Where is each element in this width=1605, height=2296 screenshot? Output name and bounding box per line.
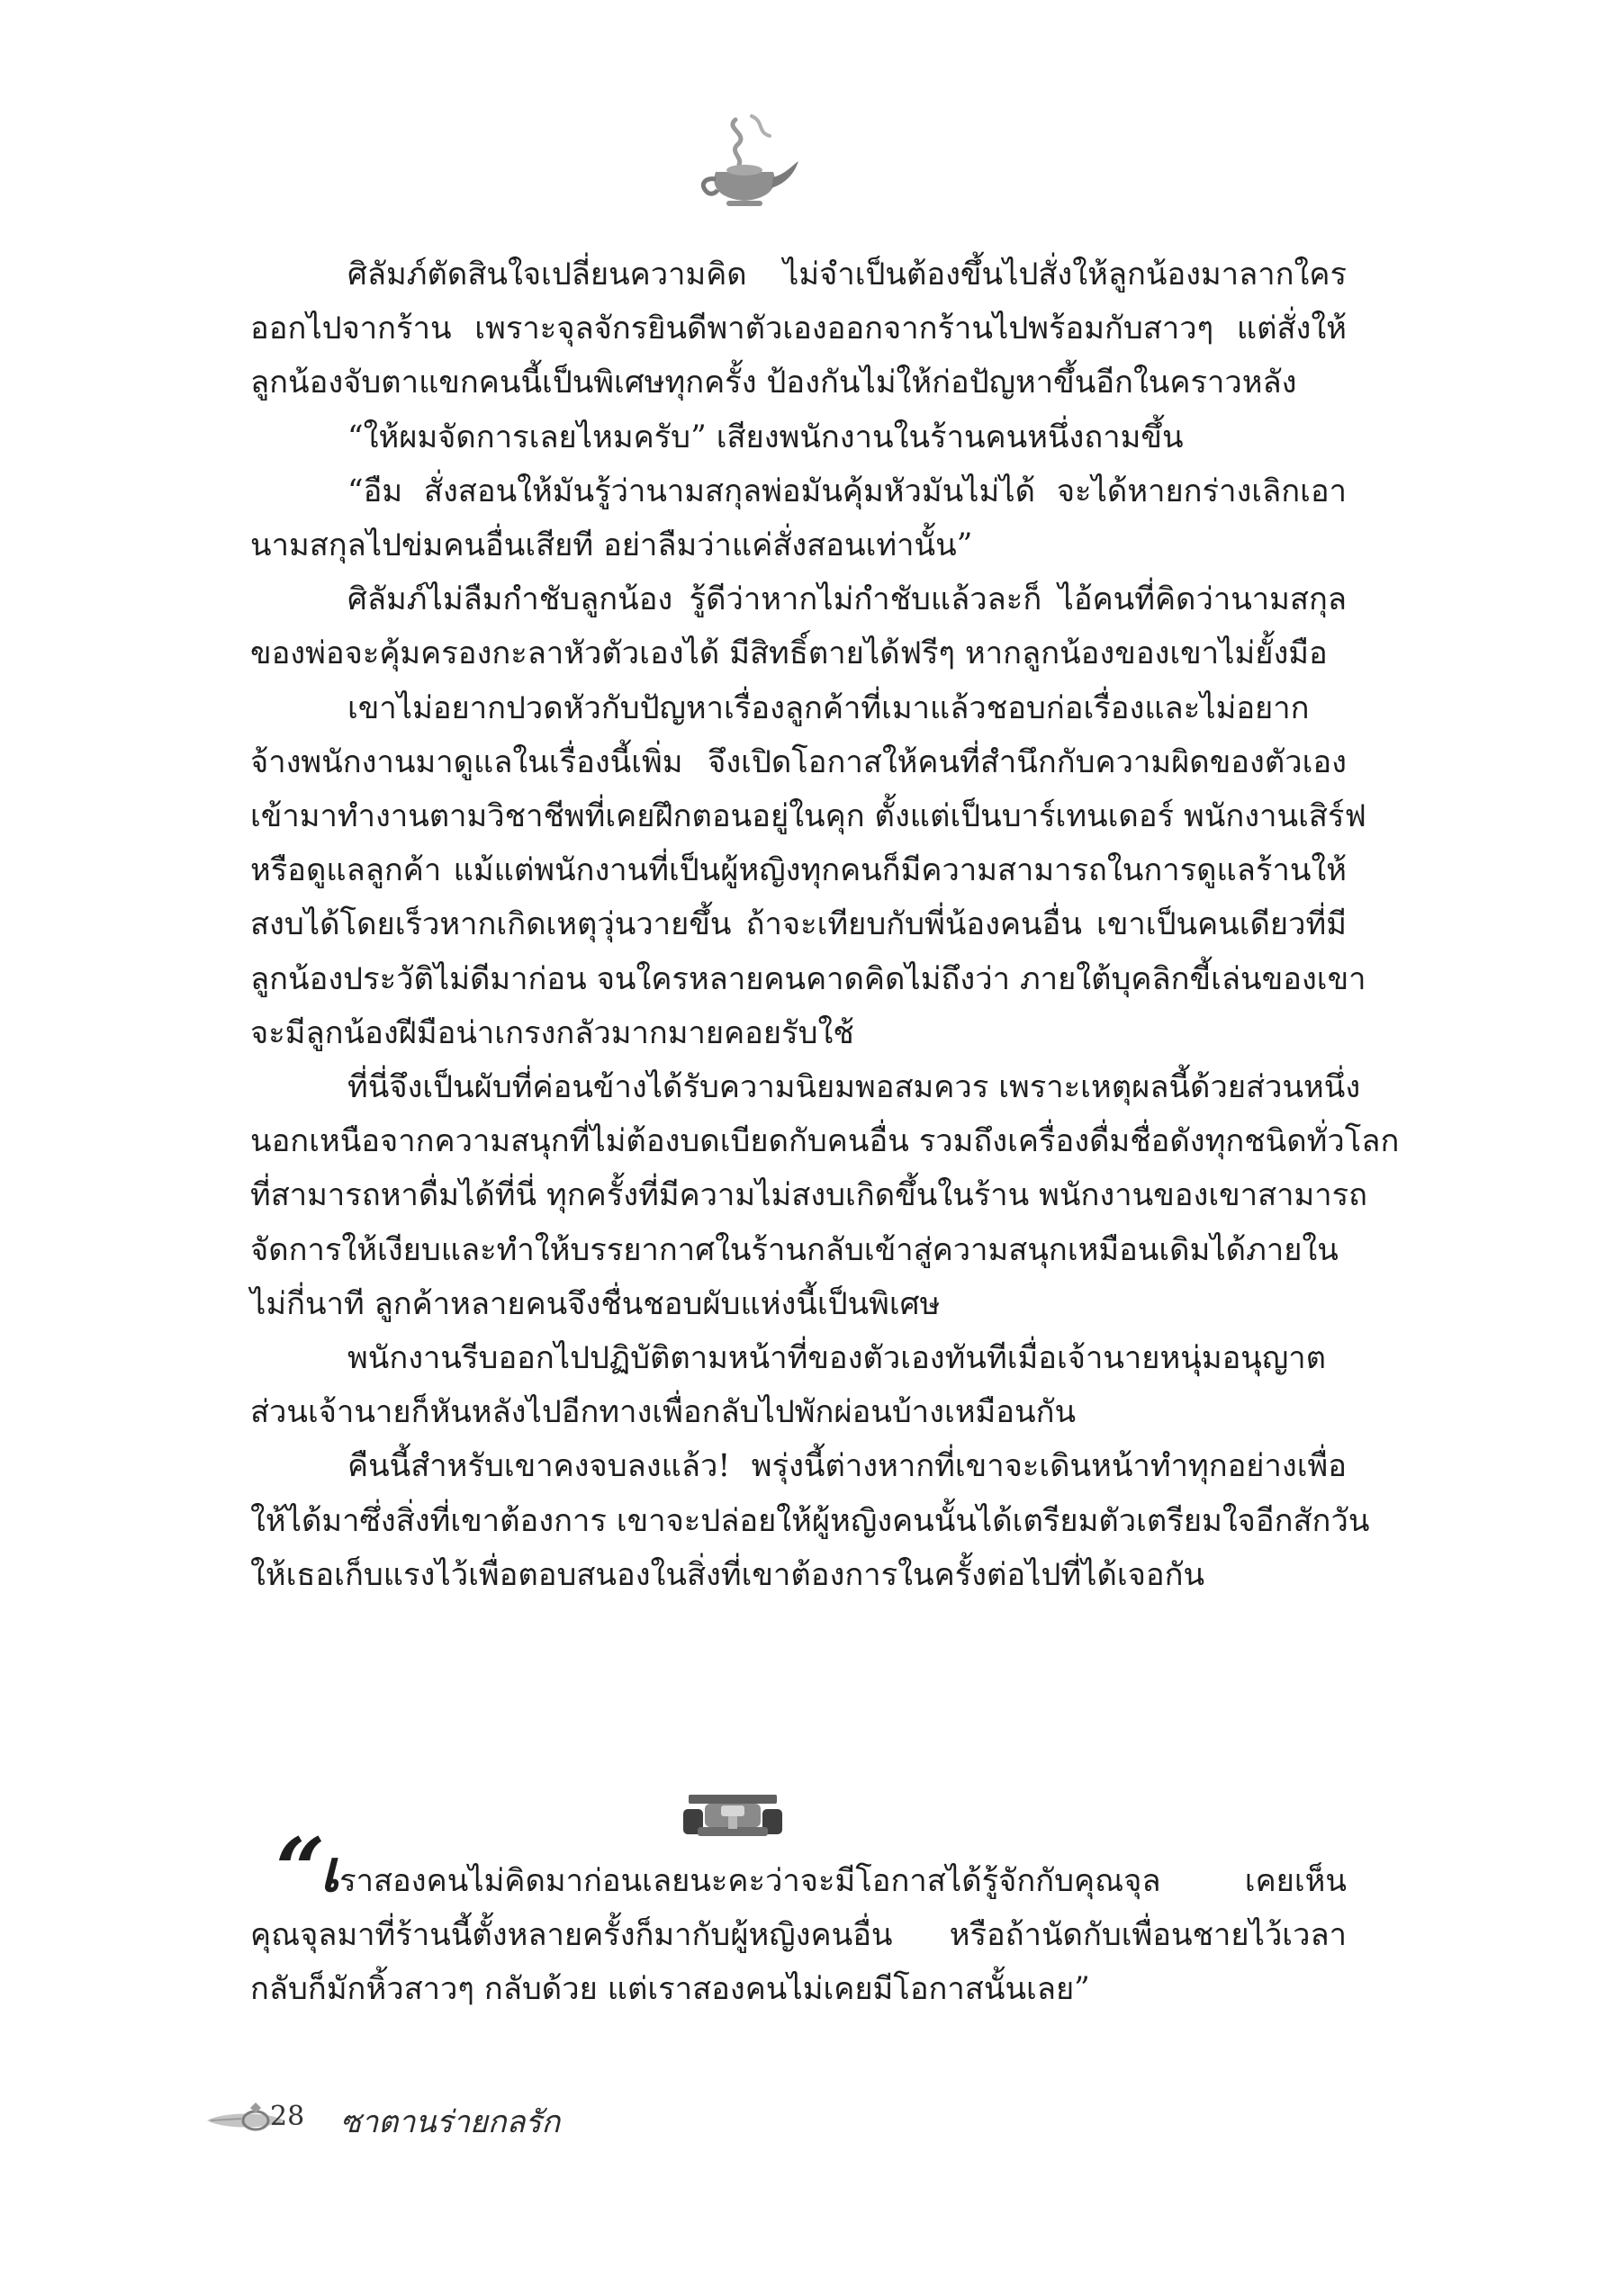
- genie-lamp-icon: [680, 113, 806, 212]
- paragraph: [250, 464, 1347, 572]
- text-line: พนักงานรีบออกไปปฏิบัติตามหน้าที่ของตัวเองทันทีเมื่อเจ้านายหนุ่มอนุญาต: [347, 1340, 1327, 1377]
- text-line: คืนนี้สำหรับเขาคงจบลงแล้ว! พรุ่งนี้ต่างหากที่เขาจะเดินหน้าทำทุกอย่างเพื่อ: [347, 1448, 1347, 1485]
- page-number: 28: [270, 2101, 305, 2132]
- drop-letter: เ: [320, 1838, 340, 1905]
- paragraph: [250, 572, 1347, 680]
- quote-mark: “: [275, 1819, 320, 1921]
- text-line: ส่วนเจ้านายก็หันหลังไปอีกทางเพื่อกลับไปพักผ่อนบ้างเหมือนกัน: [250, 1394, 1077, 1431]
- text-line: ศิลัมภ์ตัดสินใจเปลี่ยนความคิด ไม่จำเป็นต้องขึ้นไปสั่งให้ลูกน้องมาลากใคร: [347, 257, 1347, 293]
- text-line: ลูกน้องประวัติไม่ดีมาก่อน จนใครหลายคนคาดคิดไม่ถึงว่า ภายใต้บุคลิกขี้เล่นของเขา: [250, 960, 1366, 997]
- text-line: จ้างพนักงานมาดูแลในเรื่องนี้เพิ่ม จึงเปิดโอกาสให้คนที่สำนึกกับความผิดของตัวเอง: [250, 743, 1347, 780]
- text-line: จะมีลูกน้องฝีมือน่าเกรงกลัวมากมายคอยรับใช้: [250, 1014, 854, 1051]
- text-line: นอกเหนือจากความสนุกที่ไม่ต้องบดเบียดกับคนอื่น รวมถึงเครื่องดื่มชื่อดังทุกชนิดทั่วโลก: [250, 1123, 1400, 1160]
- text-line: กลับก็มักหิ้วสาวๆ กลับด้วย แต่เราสองคนไม่เคยมีโอกาสนั้นเลย”: [250, 1971, 1090, 2008]
- text-line: ไม่กี่นาที ลูกค้าหลายคนจึงชื่นชอบผับแห่งนี้เป็นพิเศษ: [250, 1285, 941, 1322]
- text-line: ลูกน้องจับตาแขกคนนี้เป็นพิเศษทุกครั้ง ป้องกันไม่ให้ก่อปัญหาขึ้นอีกในคราวหลัง: [250, 365, 1297, 401]
- text-line: จัดการให้เงียบและทำให้บรรยากาศในร้านกลับเข้าสู่ความสนุกเหมือนเดิมได้ภายใน: [250, 1231, 1339, 1268]
- paragraph: [250, 410, 1347, 464]
- quote-first-line: [250, 1819, 1347, 1921]
- paragraph: [250, 1439, 1370, 1602]
- text-line: ให้เธอเก็บแรงไว้เพื่อตอบสนองในสิ่งที่เขาต้องการในครั้งต่อไปที่ได้เจอกัน: [250, 1556, 1205, 1593]
- paragraph: [250, 1331, 1347, 1439]
- text-line: ศิลัมภ์ไม่ลืมกำชับลูกน้อง รู้ดีว่าหากไม่กำชับแล้วละก็ ไอ้คนที่คิดว่านามสกุล: [347, 581, 1347, 618]
- text-line: “ให้ผมจัดการเลยไหมครับ” เสียงพนักงานในร้านคนหนึ่งถามขึ้น: [347, 419, 1184, 455]
- text-line: คุณจุลมาที่ร้านนี้ตั้งหลายครั้งก็มากับผู้หญิงคนอื่น หรือถ้านัดกับเพื่อนชายไว้เวลา: [250, 1917, 1347, 1954]
- text-line: เขาไม่อยากปวดหัวกับปัญหาเรื่องลูกค้าที่เมาแล้วชอบก่อเรื่องและไม่อยาก: [347, 689, 1310, 726]
- quote-block: [250, 1819, 1347, 2017]
- text-line: ให้ได้มาซึ่งสิ่งที่เขาต้องการ เขาจะปล่อยให้ผู้หญิงคนนั้นได้เตรียมตัวเตรียมใจอีกสักวัน: [250, 1502, 1370, 1539]
- text-line: สงบได้โดยเร็วหากเกิดเหตุวุ่นวายขึ้น ถ้าจะเทียบกับพี่น้องคนอื่น เขาเป็นคนเดียวที่มี: [250, 906, 1347, 943]
- paragraph: [250, 248, 1347, 410]
- text-line: ราสองคนไม่คิดมาก่อนเลยนะคะว่าจะมีโอกาสได้รู้จักกับคุณจุล เคยเห็น: [339, 1863, 1347, 1899]
- text-line: หรือดูแลลูกค้า แม้แต่พนักงานที่เป็นผู้หญิงทุกคนก็มีความสามารถในการดูแลร้านให้: [250, 852, 1347, 889]
- paragraph: [250, 1060, 1400, 1331]
- text-line: “อืม สั่งสอนให้มันรู้ว่านามสกุลพ่อมันคุ้มหัวมันไม่ได้ จะได้หายกร่างเลิกเอา: [347, 473, 1347, 509]
- text-line: ของพ่อจะคุ้มครองกะลาหัวตัวเองได้ มีสิทธิ์ตายได้ฟรีๆ หากลูกน้องของเขาไม่ยั้งมือ: [250, 635, 1328, 672]
- text-line: ที่นี่จึงเป็นผับที่ค่อนข้างได้รับความนิยมพอสมควร เพราะเหตุผลนี้ด้วยส่วนหนึ่ง: [347, 1069, 1361, 1106]
- race-car-icon: [680, 1789, 786, 1841]
- text-line: ที่สามารถหาดื่มได้ที่นี่ ทุกครั้งที่มีความไม่สงบเกิดขึ้นในร้าน พนักงานของเขาสามารถ: [250, 1177, 1368, 1214]
- running-title: ซาตานร่ายกลรัก: [340, 2104, 561, 2140]
- text-line: ออกไปจากร้าน เพราะจุลจักรยินดีพาตัวเองออกจากร้านไปพร้อมกับสาวๆ แต่สั่งให้: [250, 311, 1347, 347]
- body-text: [250, 248, 1400, 1602]
- page-footer: [205, 2097, 745, 2151]
- quote-paragraph: [250, 1819, 1347, 2017]
- text-line: นามสกุลไปข่มคนอื่นเสียที อย่าลืมว่าแค่สั่งสอนเท่านั้น”: [250, 527, 973, 564]
- text-line: เข้ามาทำงานตามวิชาชีพที่เคยฝึกตอนอยู่ในคุก ตั้งแต่เป็นบาร์เทนเดอร์ พนักงานเสิร์ฟ: [250, 798, 1366, 835]
- paragraph: [250, 681, 1366, 1060]
